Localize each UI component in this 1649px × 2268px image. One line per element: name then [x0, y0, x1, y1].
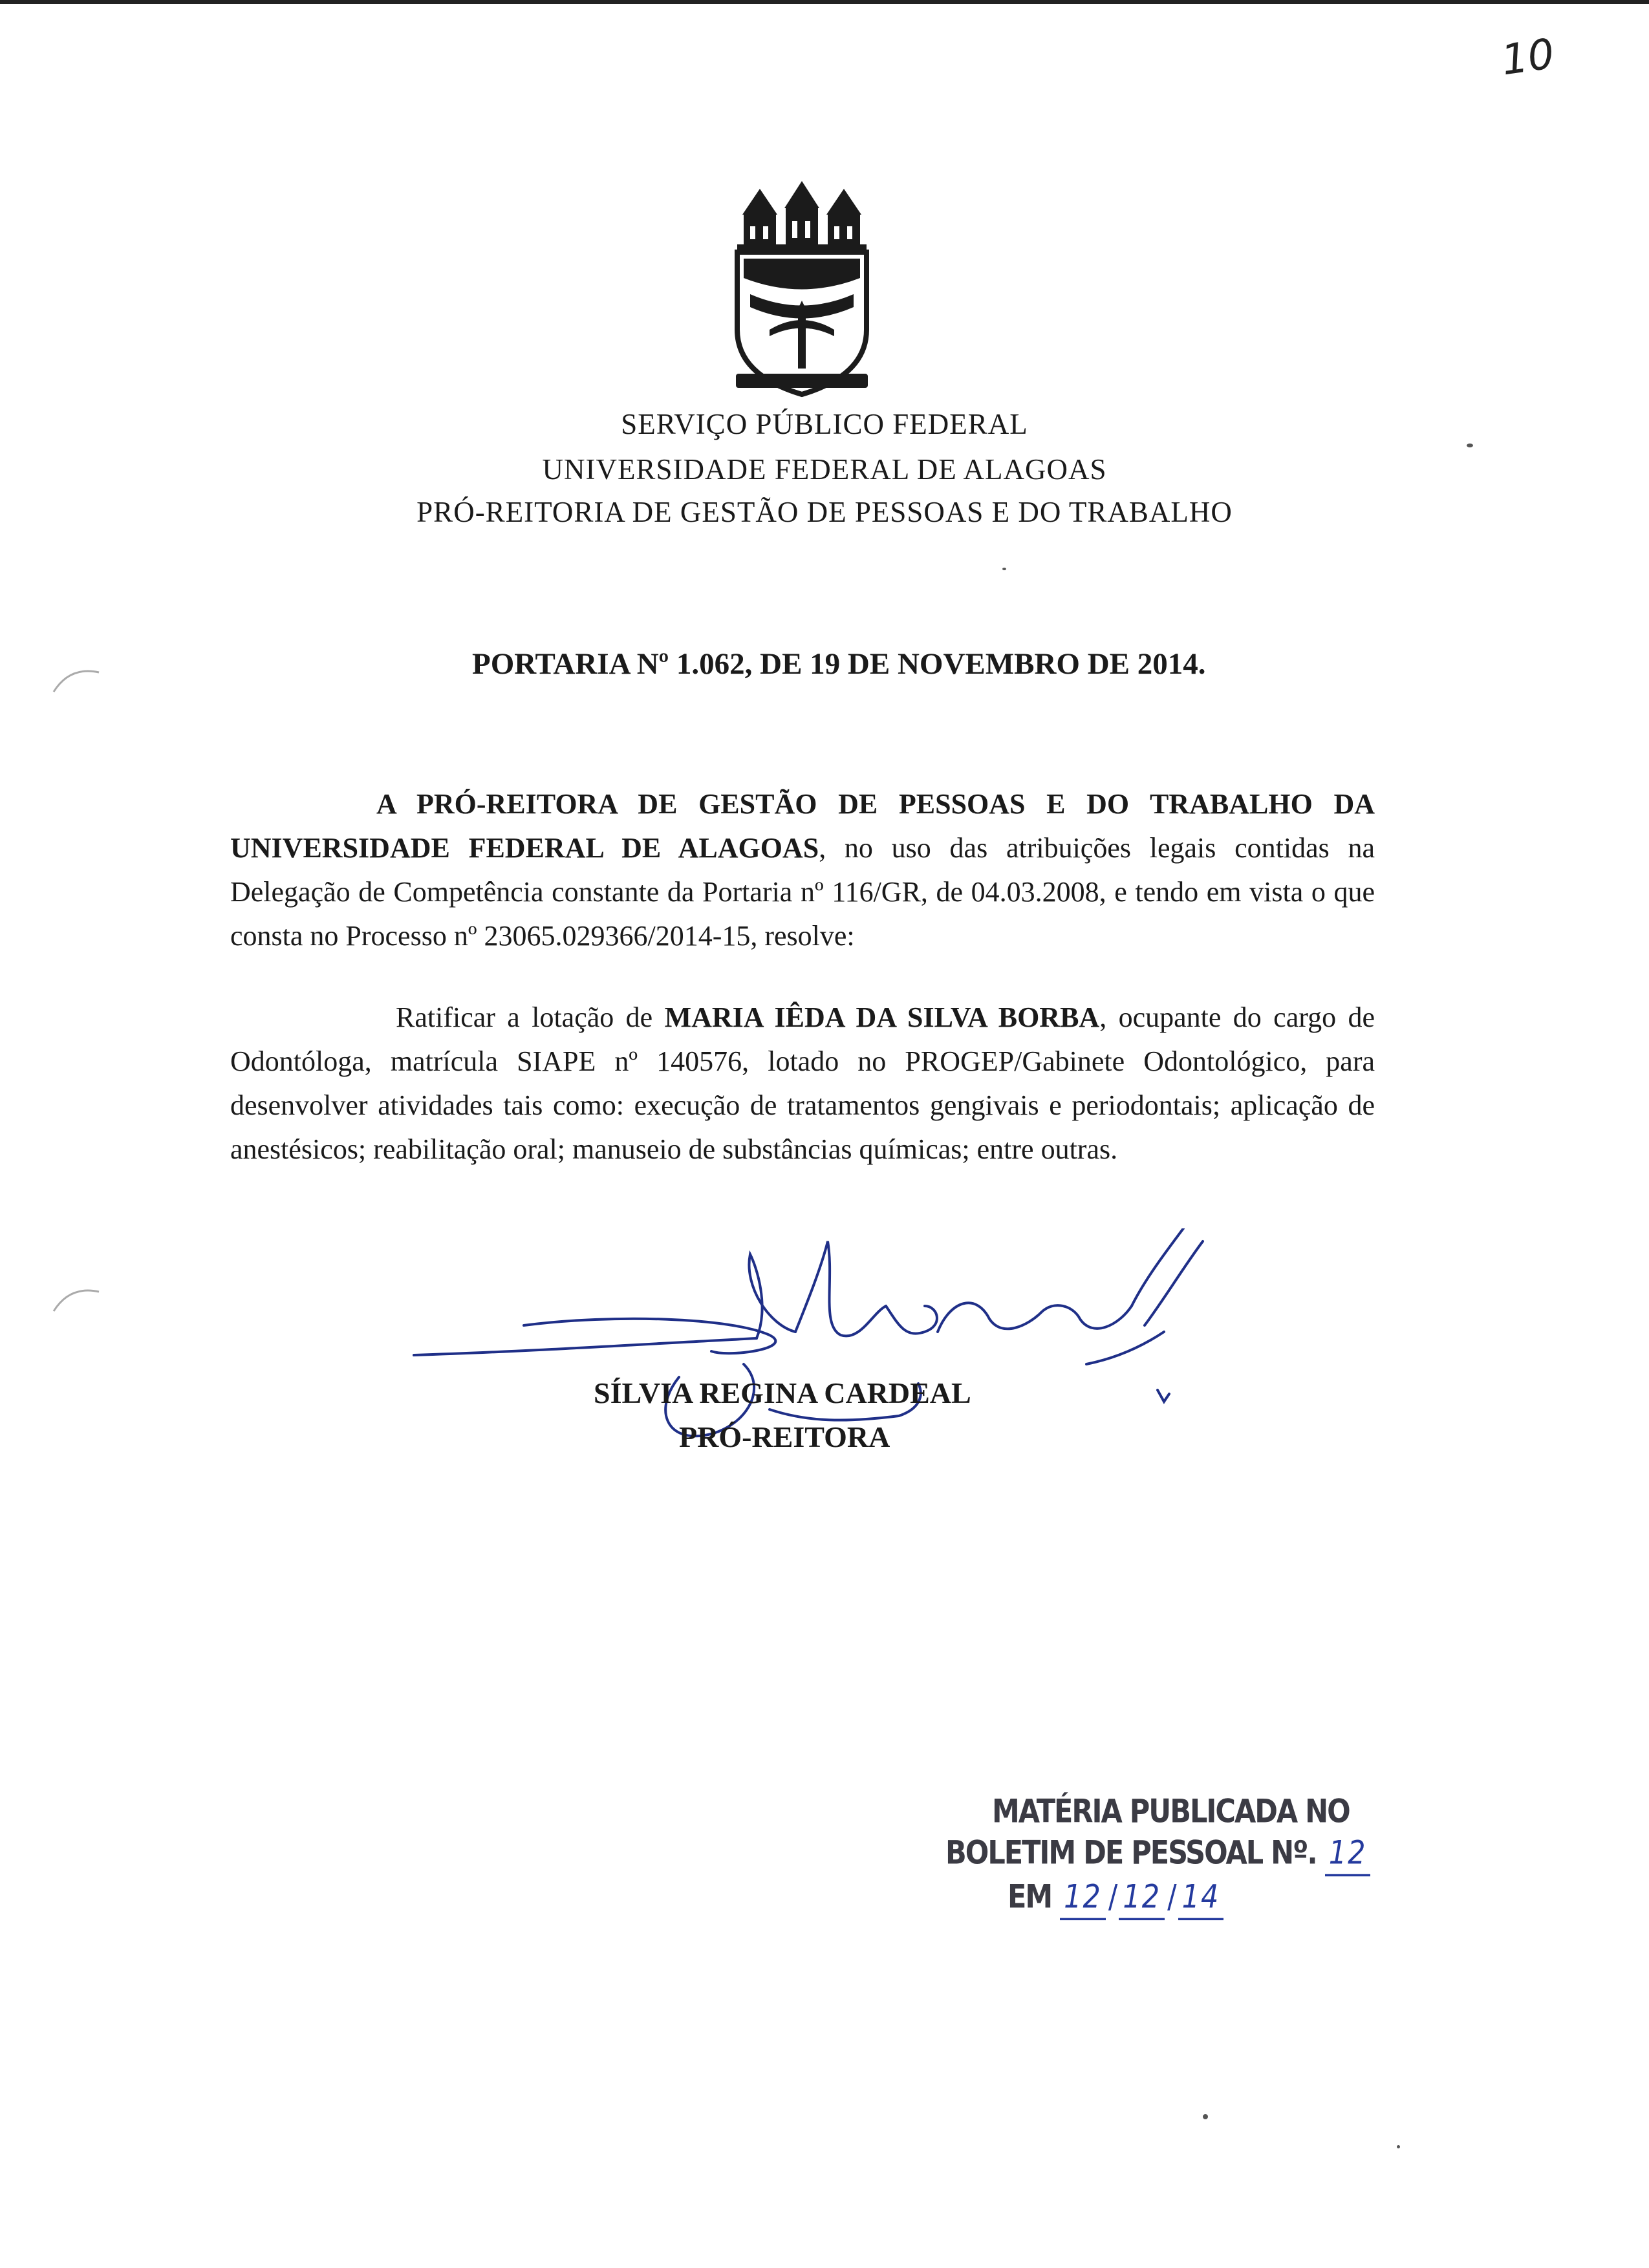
paragraph-preamble	[230, 782, 1375, 958]
stamp-bulletin-label: BOLETIM DE PESSOAL Nº.	[945, 1834, 1317, 1872]
scan-speck	[1467, 444, 1473, 447]
stamp-bulletin-number: 12	[1325, 1832, 1371, 1876]
stamp-date-month: 12	[1119, 1876, 1165, 1920]
stamp-date-separator: /	[1108, 1878, 1117, 1916]
stamp-date-separator: /	[1167, 1878, 1176, 1916]
resolution-text-before: Ratificar a lotação de	[396, 1001, 665, 1033]
signatory-name: SÍLVIA REGINA CARDEAL	[594, 1376, 971, 1409]
header-line-3: PRÓ-REITORIA DE GESTÃO DE PESSOAS E DO TRABALHO	[416, 496, 1233, 528]
scan-speck	[1203, 2114, 1208, 2119]
stamp-date-label: EM	[1008, 1878, 1052, 1916]
scan-edge	[0, 0, 1649, 4]
stamp-line-2	[945, 1832, 1367, 1876]
stamp-date-day: 12	[1060, 1876, 1106, 1920]
scan-speck	[1397, 2145, 1400, 2148]
signatory-role: PRÓ-REITORA	[679, 1420, 890, 1453]
portaria-title: PORTARIA Nº 1.062, DE 19 DE NOVEMBRO DE 2014.	[472, 647, 1206, 681]
scan-edge-mark	[50, 1279, 102, 1318]
page-number: 10	[1498, 30, 1558, 85]
university-crest-icon	[731, 181, 873, 401]
stamp-date-year: 14	[1178, 1876, 1224, 1920]
header-line-2: UNIVERSIDADE FEDERAL DE ALAGOAS	[542, 453, 1107, 486]
stamp-line-1: MATÉRIA PUBLICADA NO	[992, 1793, 1350, 1830]
header-line-1: SERVIÇO PÚBLICO FEDERAL	[621, 408, 1028, 440]
publication-stamp	[945, 1791, 1367, 1920]
scan-speck	[1002, 568, 1006, 570]
paragraph-resolution	[230, 996, 1375, 1171]
employee-name: MARIA IÊDA DA SILVA BORBA	[664, 1001, 1100, 1033]
resolution-text-after: , ocupante do cargo de Odontóloga, matrícula SIAPE nº 140576, lotado no PROGEP/Gabinete Odontológico, para desenvolver atividades tais como: execução de tratamentos gengivais e periodontais; aplicação de anestésicos; reabilitação oral; manuseio de substâncias químicas; entre outras.	[230, 1001, 1375, 1165]
preamble-authority: A PRÓ-REITORA DE GESTÃO DE PESSOAS E DO TRABALHO DA UNIVERSIDADE FEDERAL DE ALAGOAS	[230, 788, 1375, 864]
stamp-line-3	[945, 1876, 1359, 1920]
scan-edge-mark	[50, 659, 102, 698]
preamble-text: , no uso das atribuições legais contidas na Delegação de Competência constante da Portaria nº 116/GR, de 04.03.2008, e tendo em vista o que consta no Processo nº 23065.029366/2014-15, resolve:	[230, 832, 1375, 952]
